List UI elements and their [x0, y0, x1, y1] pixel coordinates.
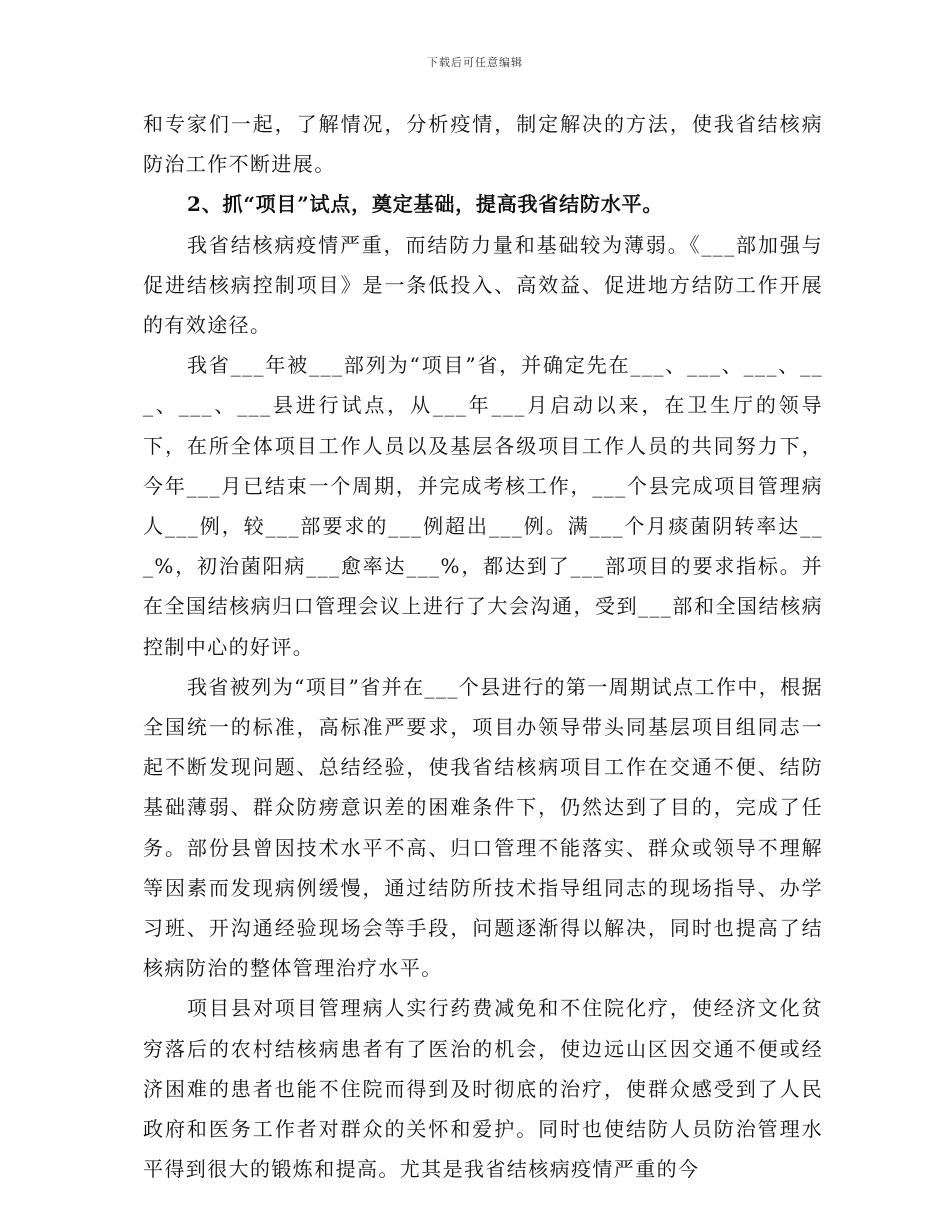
- paragraph-continuation: 和专家们一起，了解情况，分析疫情，制定解决的方法，使我省结核病防治工作不断进展。: [143, 112, 823, 177]
- paragraph-first-cycle: 我省被列为“项目”省并在___个县进行的第一周期试点工作中，根据全国统一的标准，高标准严要求，项目办领导带头同基层项目组同志一起不断发现问题、总结经验，使我省结核病项目工作在交通不便、结防基础薄弱、群众防痨意识差的困难条件下，仍然达到了目的，完成了任务。部份县曾因技术水平不高、归口管理不能落实、群众或领导不理解等因素而发现病例缓慢，通过结防所技术指导组同志的现场指导、办学习班、开沟通经验现场会等手段，问题逐渐得以解决，同时也提高了结核病防治的整体管理治疗水平。: [143, 674, 823, 981]
- paragraph-project-intro: 我省结核病疫情严重，而结防力量和基础较为薄弱。《___部加强与促进结核病控制项目》是一条低投入、高效益、促进地方结防工作开展的有效途径。: [143, 232, 823, 338]
- paragraph-project-benefits: 项目县对项目管理病人实行药费减免和不住院化疗，使经济文化贫穷落后的农村结核病患者有了医治的机会，使边远山区因交通不便或经济困难的患者也能不住院而得到及时彻底的治疗，使群众感受到了人民政府和医务工作者对群众的关怀和爱护。同时也使结防人员防治管理水平得到很大的锻炼和提高。尤其是我省结核病疫情严重的今: [143, 996, 823, 1182]
- document-body: [143, 104, 823, 1189]
- page-header-note: 下载后可任意编辑: [427, 56, 523, 69]
- paragraph-pilot-results: 我省___年被___部列为“项目”省，并确定先在___、___、___、___、___、___县进行试点，从___年___月启动以来，在卫生厅的领导下，在所全体项目工作人员以及基层各级项目工作人员的共同努力下，今年___月已结束一个周期，并完成考核工作，___个县完成项目管理病人___例，较___部要求的___例超出___例。满___个月痰菌阴转率达___%，初治菌阳病___愈率达___%，都达到了___部项目的要求指标。并在全国结核病归口管理会议上进行了大会沟通，受到___部和全国结核病控制中心的好评。: [143, 353, 823, 659]
- section-heading: 2、抓“项目”试点，奠定基础，提高我省结防水平。: [187, 192, 664, 217]
